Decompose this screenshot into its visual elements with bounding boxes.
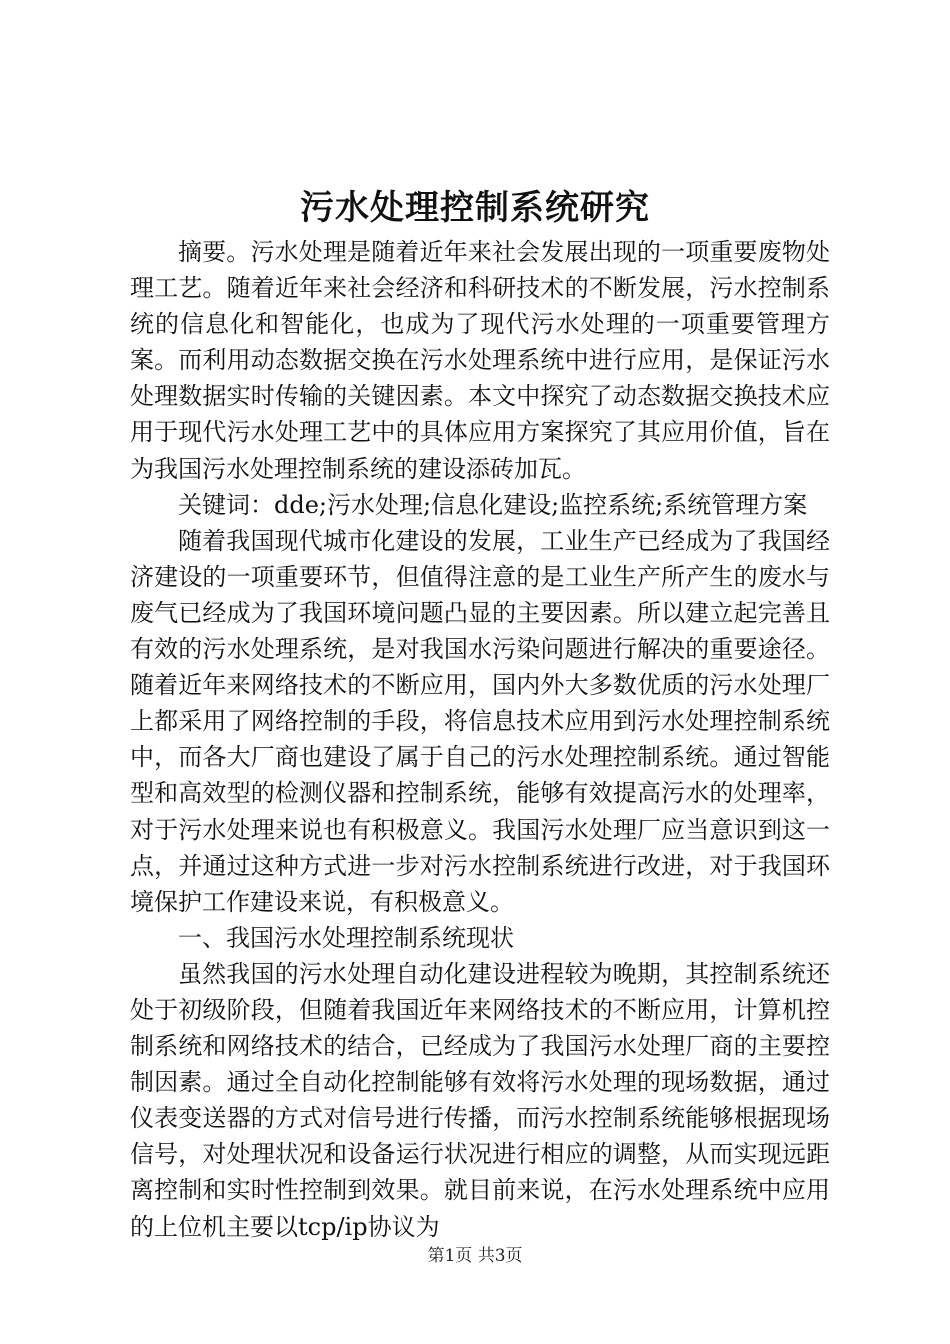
keywords-paragraph: 关键词：dde;污水处理;信息化建设;监控系统;系统管理方案 (178, 490, 808, 519)
section-paragraph: 虽然我国的污水处理自动化建设进程较为晚期，其控制系统还处于初级阶段，但随着我国近年来网络技术的不断应用，计算机控制系统和网络技术的结合，已经成为了我国污水处理厂商的主要控制因素。通过全自动化控制能够有效将污水处理的现场数据，通过仪表变送器的方式对信号进行传播，而污水控制系统能够根据现场信号，对处理状况和设备运行状况进行相应的调整，从而实现远距离控制和实时性控制到效果。就目前来说，在污水处理系统中应用的上位机主要以tcp/ip协议为 (130, 959, 830, 1241)
abstract-paragraph: 摘要。污水处理是随着近年来社会发展出现的一项重要废物处理工艺。随着近年来社会经济和科研技术的不断发展，污水控制系统的信息化和智能化，也成为了现代污水处理的一项重要管理方案。而利用动态数据交换在污水处理系统中进行应用，是保证污水处理数据实时传输的关键因素。本文中探究了动态数据交换技术应用于现代污水处理工艺中的具体应用方案探究了其应用价值，旨在为我国污水处理控制系统的建设添砖加瓦。 (130, 238, 830, 483)
page-footer: 第1页 共3页 (427, 1246, 523, 1266)
document-title: 污水处理控制系统研究 (300, 188, 650, 228)
document-body (130, 234, 830, 1245)
section-heading: 一、我国污水处理控制系统现状 (178, 923, 514, 952)
intro-paragraph: 随着我国现代城市化建设的发展，工业生产已经成为了我国经济建设的一项重要环节，但值得注意的是工业生产所产生的废水与废气已经成为了我国环境问题凸显的主要因素。所以建立起完善且有效的污水处理系统，是对我国水污染问题进行解决的重要途径。随着近年来网络技术的不断应用，国内外大多数优质的污水处理厂上都采用了网络控制的手段，将信息技术应用到污水处理控制系统中，而各大厂商也建设了属于自己的污水处理控制系统。通过智能型和高效型的检测仪器和控制系统，能够有效提高污水的处理率，对于污水处理来说也有积极意义。我国污水处理厂应当意识到这一点，并通过这种方式进一步对污水控制系统进行改进，对于我国环境保护工作建设来说，有积极意义。 (130, 526, 830, 916)
